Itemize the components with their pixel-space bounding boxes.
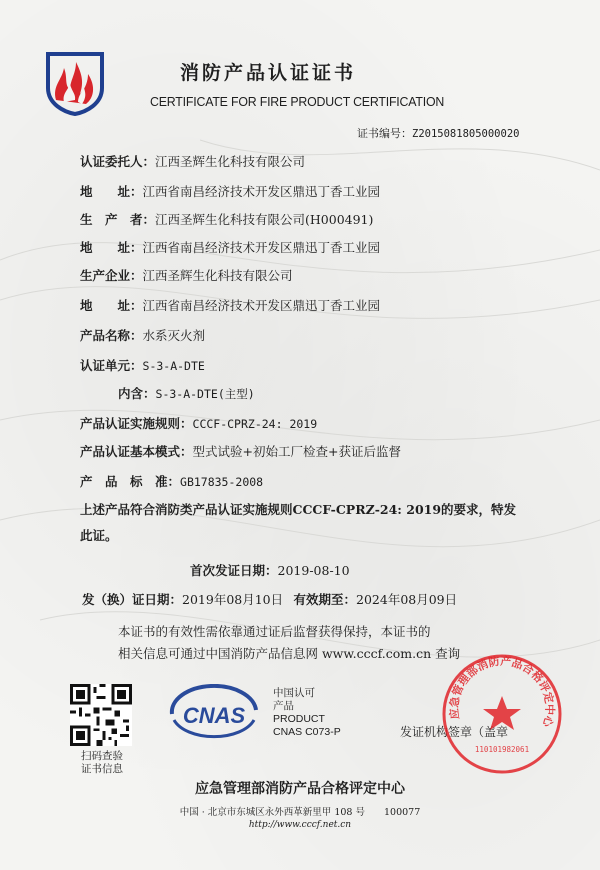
footer-address: 中国 · 北京市东城区永外西革新里甲 108 号 100077 [179,807,421,818]
field-address-3 [80,296,380,314]
field-product-name [80,326,205,344]
field-unit [80,356,205,374]
qr-caption-line-2: 证书信息 [81,763,123,775]
field-factory [80,266,293,284]
valid-label: 有效期至： [293,592,357,607]
field-value: 江西圣辉生化科技有限公司(H000491) [155,212,374,227]
cnas-logo-icon [166,684,262,746]
footer-organization: 应急管理部消防产品合格评定中心 [195,781,405,797]
field-value: S-3-A-DTE(主型) [155,387,255,401]
seal-code: 110101982061 [474,745,530,754]
field-value: 江西圣辉生化科技有限公司 [142,268,293,283]
certificate-title-cn: 消防产品认证证书 [180,62,357,84]
field-label: 产品名称： [80,328,143,343]
seal-org-path: 应急管理部消防产品合格评定中心 [447,654,557,729]
qr-caption-line-1: 扫码查验 [81,750,123,762]
field-label: 生 产 者： [80,212,156,227]
field-label: 生产企业： [80,268,143,283]
issue-label: 发（换）证日期： [82,592,183,607]
field-label: 认证委托人： [80,154,156,169]
notice-line-2: 相关信息可通过中国消防产品信息网 www.cccf.com.cn 查询 [118,646,461,661]
first-issue-label: 首次发证日期： [190,563,278,578]
first-issue-date [190,561,350,579]
field-label: 产品认证实施规则： [80,416,193,431]
field-mode [80,442,401,460]
field-label: 认证单元： [80,358,143,373]
field-address-2 [80,238,380,256]
field-standard [80,472,263,490]
field-label: 地 址： [80,184,143,199]
cnas-line-2: 产品 [273,700,294,712]
issuer-signature-label: 发证机构签章（盖章 [400,725,509,739]
footer-url: http://www.cccf.net.cn [248,820,352,830]
certificate-number [357,125,519,141]
issue-dates [82,590,457,608]
field-content [118,384,255,402]
cnas-accreditation [273,687,341,739]
field-value: S-3-A-DTE [142,359,205,373]
field-value: CCCF-CPRZ-24: 2019 [192,417,318,431]
qr-caption [72,750,132,776]
certificate-number-label: 证书编号： [357,127,412,140]
field-value: GB17835-2008 [180,475,264,489]
issue-value: 2019年08月10日 [182,592,284,607]
certificate-number-value: Z2015081805000020 [412,128,520,140]
field-value: 型式试验+初始工厂检查+获证后监督 [192,444,401,459]
cnas-logo-text: CNAS [182,703,246,728]
field-value: 水系灭火剂 [142,328,206,343]
field-producer [80,210,373,228]
notice-line-1: 本证书的有效性需依靠通过证后监督获得保持，本证书的 [118,624,431,639]
certificate-title-en: CERTIFICATE FOR FIRE PRODUCT CERTIFICATION [150,94,445,109]
official-seal-icon [440,652,564,776]
field-rule [80,414,317,432]
field-value: 江西省南昌经济技术开发区鼎迅丁香工业园 [142,184,381,199]
field-label: 地 址： [80,240,143,255]
cnas-line-4: CNAS C073-P [273,726,341,738]
cnas-line-3: PRODUCT [273,713,325,725]
statement-line-1: 上述产品符合消防类产品认证实施规则CCCF-CPRZ-24: 2019的要求，特发 [80,502,517,517]
field-label: 产 品 标 准： [80,474,181,489]
cnas-line-1: 中国认可 [273,687,315,699]
valid-value: 2024年08月09日 [356,592,458,607]
statement-line-2: 此证。 [80,528,118,543]
qr-code-icon [70,684,132,746]
first-issue-value: 2019-08-10 [277,563,350,578]
field-value: 江西省南昌经济技术开发区鼎迅丁香工业园 [142,298,381,313]
field-applicant [80,152,305,170]
field-address-1 [80,182,380,200]
field-label: 产品认证基本模式： [80,444,193,459]
field-label: 内含： [118,386,156,401]
field-label: 地 址： [80,298,143,313]
field-value: 江西圣辉生化科技有限公司 [155,154,306,169]
field-value: 江西省南昌经济技术开发区鼎迅丁香工业园 [142,240,381,255]
fire-product-logo-icon [42,50,108,116]
